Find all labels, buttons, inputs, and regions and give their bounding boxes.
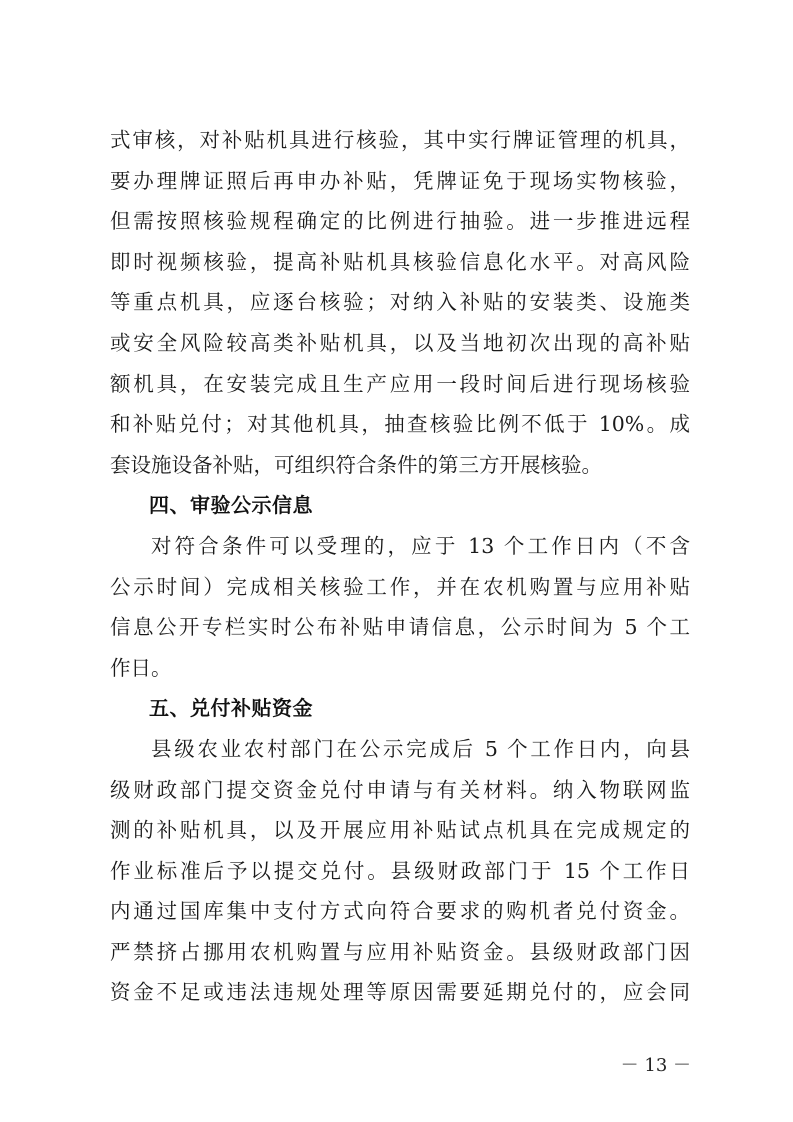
paragraph-line: 级财政部门提交资金兑付申请与有关材料。纳入物联网监 — [110, 777, 690, 802]
paragraph-line: 或安全风险较高类补贴机具，以及当地初次出现的高补贴 — [110, 330, 690, 355]
paragraph-line: 公示时间）完成相关核验工作，并在农机购置与应用补贴 — [110, 574, 690, 599]
paragraph-line: 要办理牌证照后再申办补贴，凭牌证免于现场实物核验， — [110, 168, 690, 193]
paragraph-line: 对符合条件可以受理的，应于 13 个工作日内（不含 — [151, 533, 690, 558]
paragraph-line: 内通过国库集中支付方式向符合要求的购机者兑付资金。 — [110, 899, 690, 924]
paragraph-line: 资金不足或违法违规处理等原因需要延期兑付的，应会同 — [110, 980, 690, 1005]
paragraph-line: 但需按照核验规程确定的比例进行抽验。进一步推进远程 — [110, 209, 690, 234]
paragraph-line: 作业标准后予以提交兑付。县级财政部门于 15 个工作日 — [110, 858, 690, 883]
paragraph-line: 测的补贴机具，以及开展应用补贴试点机具在完成规定的 — [110, 818, 690, 843]
paragraph-line: 套设施设备补贴，可组织符合条件的第三方开展核验。 — [110, 452, 602, 477]
document-body — [110, 120, 690, 1013]
paragraph-line: 额机具，在安装完成且生产应用一段时间后进行现场核验 — [110, 371, 690, 396]
paragraph-line: 等重点机具，应逐台核验；对纳入补贴的安装类、设施类 — [110, 290, 690, 315]
paragraph-line: 作日。 — [110, 655, 172, 680]
paragraph-line: 严禁挤占挪用农机购置与应用补贴资金。县级财政部门因 — [110, 939, 690, 964]
paragraph-line: 和补贴兑付；对其他机具，抽查核验比例不低于 10%。成 — [110, 412, 690, 437]
section-heading-4: 四、审验公示信息 — [149, 493, 313, 518]
paragraph-line: 信息公开专栏实时公布补贴申请信息，公示时间为 5 个工 — [110, 615, 690, 640]
paragraph-line: 式审核，对补贴机具进行核验，其中实行牌证管理的机具， — [110, 128, 690, 152]
paragraph-line: 县级农业农村部门在公示完成后 5 个工作日内，向县 — [151, 736, 690, 761]
page-number: － 13 － — [620, 1055, 691, 1076]
section-heading-5: 五、兑付补贴资金 — [149, 696, 313, 721]
paragraph-line: 即时视频核验，提高补贴机具核验信息化水平。对高风险 — [110, 249, 690, 274]
